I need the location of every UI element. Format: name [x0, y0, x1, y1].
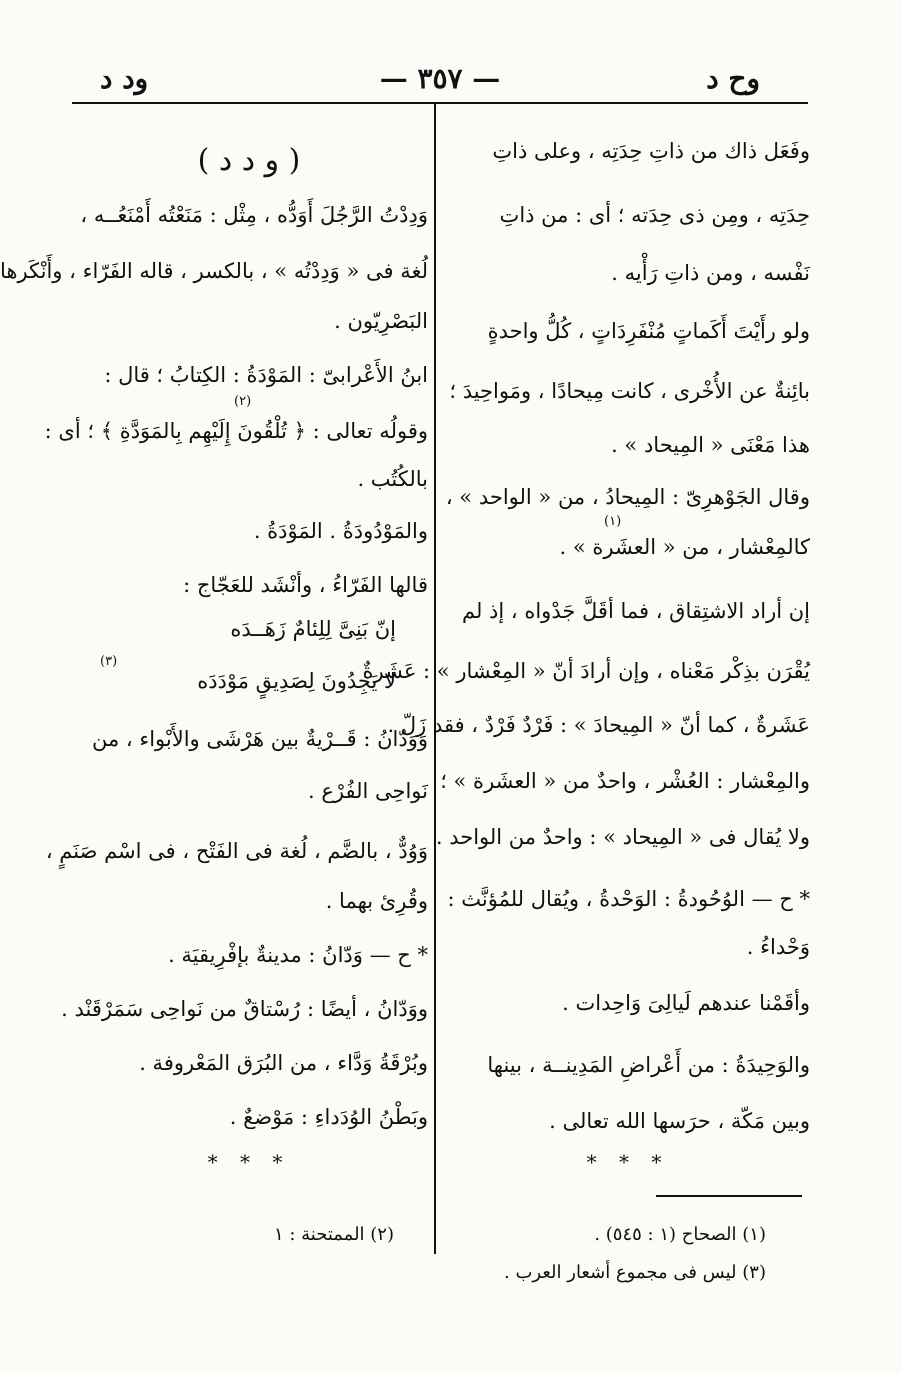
text-line: ولا يُقال فى « المِيحاد » : واحدٌ من الواحد .	[435, 825, 810, 849]
header-right-root: وح د	[706, 62, 760, 95]
text-line: وبين مَكّة ، حرَسها الله تعالى .	[549, 1109, 810, 1133]
footnote: (٢) الممتحنة : ١	[273, 1224, 394, 1245]
text-line: وَوُدٌّ ، بالضَّم ، لُغة فى الفَتْح ، فى اسْم صَنَمٍ ،	[45, 839, 428, 863]
footnote-marker: (٢)	[234, 394, 252, 409]
text-line: وَدِدْتُ الرَّجُلَ أَوَدُّه ، مِثْل : مَنَعْتُه أَمْنَعُــه ،	[80, 203, 428, 227]
text-line: وقولُه تعالى : ﴿ تُلْقُونَ إِلَيْهِم بِالمَوَدَّةِ ﴾ ؛ أى :	[44, 419, 428, 443]
text-line: ابنُ الأَعْرابىّ : المَوْدَةُ : الكِتابُ ؛ قال :	[104, 363, 428, 387]
verse-line: لا يَجِدُونَ لِصَدِيقٍ مَوْدَدَه	[197, 669, 396, 693]
text-line: وبَطْنُ الوُدَداءِ : مَوْضعٌ .	[229, 1105, 428, 1129]
text-line: لُغة فى « وَدِدْتُه » ، بالكسر ، قاله الفَرّاء ، وأَنْكَرها	[0, 259, 428, 283]
footnote-rule	[656, 1195, 802, 1197]
text-line: قالها الفَرّاءُ ، وأنْشَد للعَجّاج :	[183, 573, 428, 597]
running-header	[72, 58, 808, 104]
text-line: وأقَمْنا عندهم لَيالِىَ وَاحِدات .	[562, 991, 810, 1015]
header-rule	[72, 102, 808, 104]
end-stars: * * *	[586, 1150, 670, 1174]
text-line: وقُرِئ بهما .	[325, 889, 428, 913]
text-line: يُقْرَن بذِكْر مَعْناه ، وإن أرادَ أنّ « المِعْشار » : عَشَرةٌ	[362, 659, 810, 683]
text-line: كالمِعْشار ، من « العشَرة » .	[559, 535, 810, 559]
footnote: (٣) ليس فى مجموع أشعار العرب .	[504, 1262, 766, 1283]
text-line: والوَحِيدَةُ : من أَعْراضِ المَدِينــة ، بينها	[487, 1053, 810, 1077]
section-title: ( و د د )	[197, 143, 301, 178]
text-line: والمِعْشار : العُشْر ، واحدٌ من « العشَرة » ؛	[440, 769, 810, 793]
text-line: * ح — الوُحُودةُ : الوَحْدةُ ، ويُقال للمُؤنَّث :	[447, 887, 810, 911]
text-line: وقال الجَوْهرِىّ : المِيحادُ ، من « الواحد » ،	[445, 485, 810, 509]
text-line: وفَعَل ذاك من ذاتِ حِدَتِه ، وعلى ذاتِ	[492, 139, 810, 163]
text-line: * ح — وَدّانُ : مدينةٌ بإفْرِيقيَة .	[168, 943, 428, 967]
header-left-root: ود د	[100, 62, 149, 95]
text-line: ووَدّانُ ، أيضًا : رُسْتاقٌ من نَواحِى سَمَرْقَنْد .	[61, 997, 428, 1021]
text-line: بالكُتُب .	[357, 467, 428, 491]
footnote: (١) الصحاح (١ : ٥٤٥) .	[594, 1224, 766, 1245]
text-line: عَشَرةٌ ، كما أنّ « المِيحادَ » : فَرْدٌ فَرْدٌ ، فقد زَلّ .	[387, 713, 810, 737]
text-line: نَفْسه ، ومن ذاتِ رَأْيه .	[611, 261, 810, 285]
text-line: والمَوْدُودَةُ . المَوْدَةُ .	[253, 519, 428, 543]
text-line: البَصْرِيّون .	[334, 309, 428, 333]
text-line: وَوَدّانُ : قَــرْيةٌ بين هَرْشَى والأَبْواء ، من	[91, 727, 428, 751]
text-line: هذا مَعْنَى « المِيحاد » .	[611, 433, 810, 457]
text-line: وَحْداءُ .	[746, 935, 810, 959]
text-line: حِدَتِه ، ومِن ذى حِدَته ؛ أى : من ذاتِ	[499, 203, 810, 227]
footnote-marker: (٣)	[100, 654, 118, 669]
footnote-marker: (١)	[604, 514, 622, 529]
page-number: — ٣٥٧ —	[379, 62, 501, 95]
text-line: إن أراد الاشتِقاق ، فما أقَلَّ جَدْواه ، إذ لم	[461, 599, 810, 623]
text-line: وبُرْقَةُ وَدَّاء ، من البُرَق المَعْروفة .	[139, 1051, 428, 1075]
text-line: ولو رأَيْتَ أَكَماتٍ مُنْفَرِدَاتٍ ، كُلُّ واحدةٍ	[487, 319, 810, 343]
text-line: بائِنةٌ عن الأُخْرى ، كانت مِيحادًا ، ومَواحِيدَ ؛	[449, 379, 810, 403]
text-line: نَواحِى الفُرْع .	[307, 779, 428, 803]
verse-line: إنّ بَنِىَّ لِلِئامٌ زَهَــدَه	[230, 617, 396, 641]
end-stars: * * *	[207, 1150, 291, 1174]
